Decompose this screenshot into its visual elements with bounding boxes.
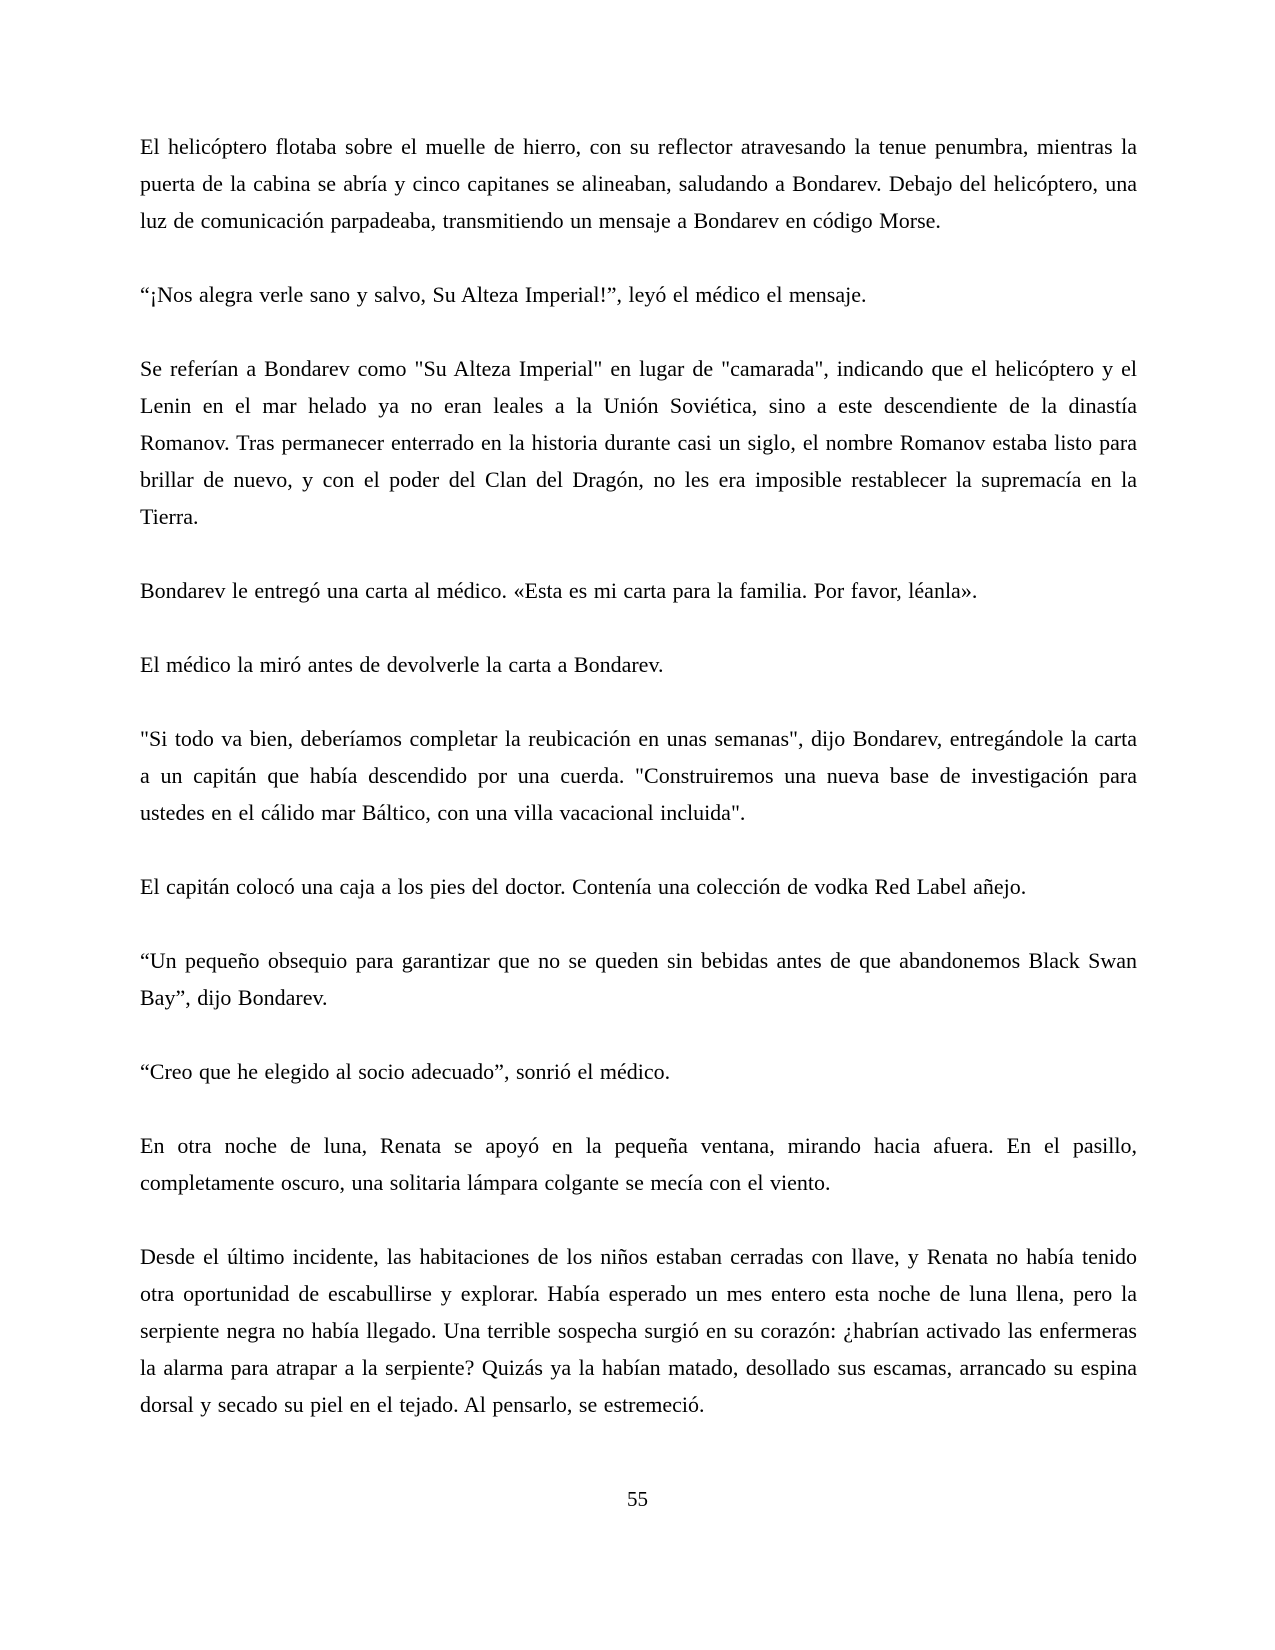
paragraph: Desde el último incidente, las habitaciones de los niños estaban cerradas con llave, y Renata no había tenido otra oportunidad de escabullirse y explorar. Había esperado un mes entero esta noche de luna llena, pero la serpiente negra no había llegado. Una terrible sospecha surgió en su corazón: ¿habrían activado las enfermeras la alarma para atrapar a la serpiente? Quizás ya la habían matado, desollado sus escamas, arrancado su espina dorsal y secado su piel en el tejado. Al pensarlo, se estremeció. <box>140 1244 1137 1417</box>
paragraph: “Creo que he elegido al socio adecuado”, sonrió el médico. <box>140 1059 671 1084</box>
paragraph: “¡Nos alegra verle sano y salvo, Su Alteza Imperial!”, leyó el médico el mensaje. <box>140 282 867 307</box>
page-number: 55 <box>627 1487 648 1511</box>
paragraph: El helicóptero flotaba sobre el muelle de hierro, con su reflector atravesando la tenue penumbra, mientras la puerta de la cabina se abría y cinco capitanes se alineaban, saludando a Bondarev. Debajo del helicóptero, una luz de comunicación parpadeaba, transmitiendo un mensaje a Bondarev en código Morse. <box>140 134 1137 233</box>
paragraph: En otra noche de luna, Renata se apoyó en la pequeña ventana, mirando hacia afuera. En el pasillo, completamente oscuro, una solitaria lámpara colgante se mecía con el viento. <box>140 1133 1137 1195</box>
paragraph: "Si todo va bien, deberíamos completar la reubicación en unas semanas", dijo Bondarev, entregándole la carta a un capitán que había descendido por una cuerda. "Construiremos una nueva base de investigación para ustedes en el cálido mar Báltico, con una villa vacacional incluida". <box>140 726 1137 825</box>
paragraph: Bondarev le entregó una carta al médico. «Esta es mi carta para la familia. Por favor, léanla». <box>140 578 978 603</box>
page-body <box>140 128 1137 1460</box>
paragraph: El médico la miró antes de devolverle la carta a Bondarev. <box>140 652 664 677</box>
paragraph: Se referían a Bondarev como "Su Alteza Imperial" en lugar de "camarada", indicando que el helicóptero y el Lenin en el mar helado ya no eran leales a la Unión Soviética, sino a este descendiente de la dinastía Romanov. Tras permanecer enterrado en la historia durante casi un siglo, el nombre Romanov estaba listo para brillar de nuevo, y con el poder del Clan del Dragón, no les era imposible restablecer la supremacía en la Tierra. <box>140 356 1137 529</box>
paragraph: El capitán colocó una caja a los pies del doctor. Contenía una colección de vodka Red Label añejo. <box>140 874 1027 899</box>
paragraph: “Un pequeño obsequio para garantizar que no se queden sin bebidas antes de que abandonemos Black Swan Bay”, dijo Bondarev. <box>140 948 1137 1010</box>
